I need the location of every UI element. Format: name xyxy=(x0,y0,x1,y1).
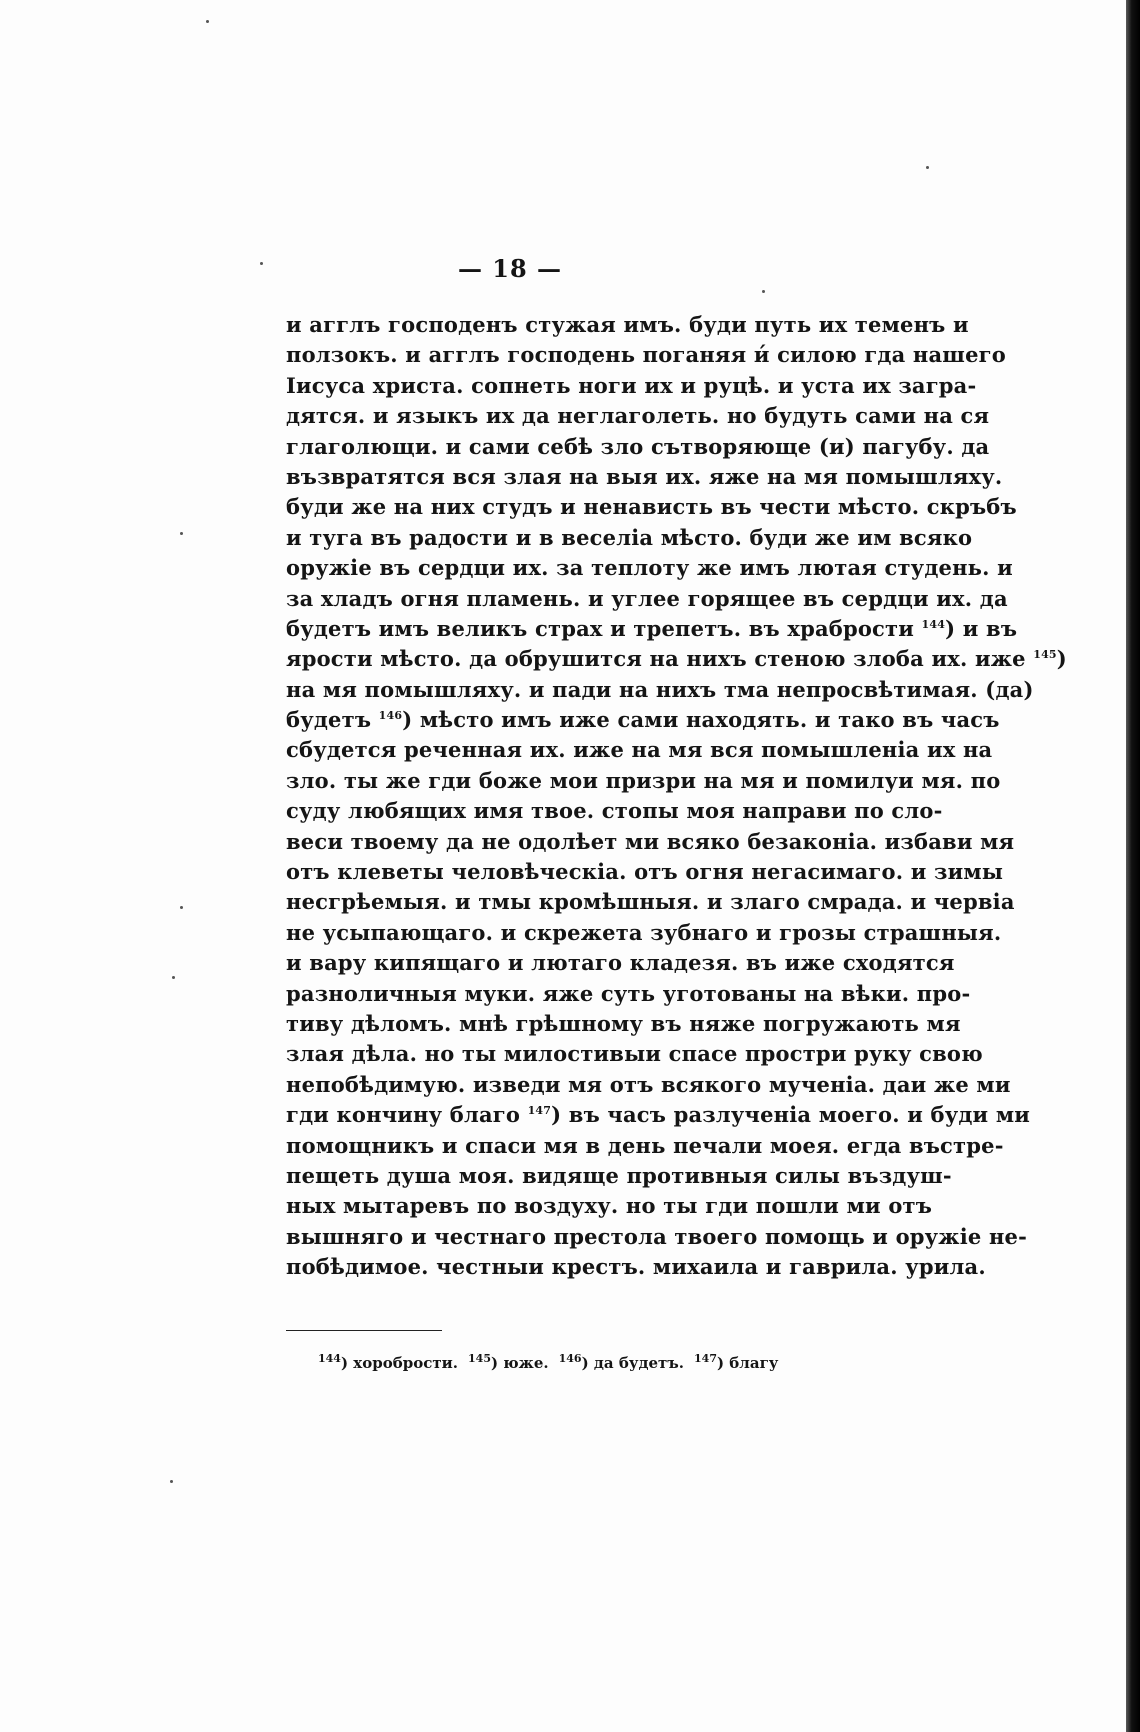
text-line: разноличныя муки. яже суть уготованы на вѣки. про- xyxy=(286,980,971,1006)
footnote-marker: 146 xyxy=(378,709,403,723)
text-line: дятся. и языкъ их да неглаголеть. но будуть сами на ся xyxy=(286,403,990,429)
text-line: пещеть душа моя. видяще противныя силы въздуш- xyxy=(286,1162,952,1188)
footnote: $^{146}$) да будетъ. xyxy=(558,1352,685,1372)
text-line: несгрѣемыя. и тмы кромѣшныя. и злаго смрада. и червiа xyxy=(286,889,1015,915)
scan-speck xyxy=(926,166,929,169)
text-line: зло. ты же гди боже мои призри на мя и помилуи мя. по xyxy=(286,767,1001,793)
scan-speck xyxy=(762,290,765,293)
scan-speck xyxy=(180,532,183,535)
text-line: непобѣдимую. изведи мя отъ всякого мученiа. даи же ми xyxy=(286,1071,1011,1097)
scan-speck xyxy=(180,906,183,909)
footnote: $^{145}$) юже. xyxy=(468,1352,549,1372)
text-line: гди кончину благо $^{147}$) въ часъ разлученiа моего. и буди ми xyxy=(286,1102,1031,1128)
text-line: оружiе въ сердци их. за теплоту же имъ лютая студень. и xyxy=(286,555,1013,581)
footnote-number: 146 xyxy=(558,1352,582,1365)
text-line: за хладъ огня пламень. и углее горящее въ сердци их. да xyxy=(286,585,1008,611)
text-line: ярости мѣсто. да обрушится на нихъ стеною злоба их. иже $^{145}$) xyxy=(286,646,1067,672)
footnote-marker: 144 xyxy=(921,617,946,631)
text-line: Iисуса христа. сопнеть ноги их и руцѣ. и уста их загра- xyxy=(286,372,977,398)
footnote: $^{147}$) благу xyxy=(694,1352,779,1372)
text-line: и агглъ господенъ стужая имъ. буди путь их теменъ и xyxy=(286,312,969,337)
text-line: ползокъ. и агглъ господень поганяя и́ силою гда нашего xyxy=(286,342,1006,368)
text-line: вышняго и честнаго престола твоего помощь и оружiе не- xyxy=(286,1223,1028,1249)
scan-speck xyxy=(172,976,175,979)
footnote-number: 145 xyxy=(468,1352,491,1365)
text-line: буди же на них студъ и ненависть въ чести мѣсто. скръбъ xyxy=(286,494,1017,520)
footnote-rule xyxy=(286,1330,442,1331)
text-line: суду любящих имя твое. стопы моя направи по сло- xyxy=(286,798,943,824)
text-line: тиву дѣломъ. мнѣ грѣшному въ няже погружають мя xyxy=(286,1010,961,1036)
footnote: $^{144}$) хоробрости. xyxy=(318,1352,459,1372)
text-line: злая дѣла. но ты милостивыи спасе простри руку свою xyxy=(286,1041,983,1067)
body-text xyxy=(286,310,1067,1283)
footnote-marker: 147 xyxy=(527,1104,552,1118)
text-line: веси твоему да не одолѣет ми всяко безаконiа. избави мя xyxy=(286,828,1015,854)
text-line: побѣдимое. честныи крестъ. михаила и гаврила. урила. xyxy=(286,1254,986,1280)
footnote-marker: 145 xyxy=(1033,648,1057,662)
text-line: будетъ $^{146}$) мѣсто имъ иже сами находять. и тако въ часъ xyxy=(286,707,1000,733)
text-line: възвратятся вся злая на выя их. яже на мя помышляху. xyxy=(286,463,1003,489)
footnote-number: 144 xyxy=(318,1352,341,1365)
page-number: — 18 — xyxy=(457,254,563,283)
page-edge-shadow xyxy=(1126,0,1140,1732)
text-line: глаголющи. и сами себѣ зло сътворяюще (и) пагубу. да xyxy=(286,433,990,459)
text-line: сбудется реченная их. иже на мя вся помышленiа их на xyxy=(286,737,993,763)
text-line: помощникъ и спаси мя в день печали моея. егда въстре- xyxy=(286,1132,1004,1158)
text-line: и вару кипящаго и лютаго кладезя. въ иже сходятся xyxy=(286,950,955,976)
text-line: не усыпающаго. и скрежета зубнаго и грозы страшныя. xyxy=(286,919,1002,945)
footnotes xyxy=(318,1354,788,1372)
text-line: ных мытаревъ по воздуху. но ты гди пошли ми отъ xyxy=(286,1193,933,1219)
text-line: отъ клеветы человѣческiа. отъ огня негасимаго. и зимы xyxy=(286,859,1004,885)
footnote-number: 147 xyxy=(694,1352,717,1365)
scan-speck xyxy=(170,1480,173,1483)
text-line: на мя помышляху. и пади на нихъ тма непросвѣтимая. (да) xyxy=(286,676,1034,702)
scan-speck xyxy=(206,20,209,23)
text-line: и туга въ радости и в веселiа мѣсто. буди же им всяко xyxy=(286,524,973,550)
text-line: будетъ имъ великъ страх и трепетъ. въ храбрости $^{144}$) и въ xyxy=(286,615,1018,641)
